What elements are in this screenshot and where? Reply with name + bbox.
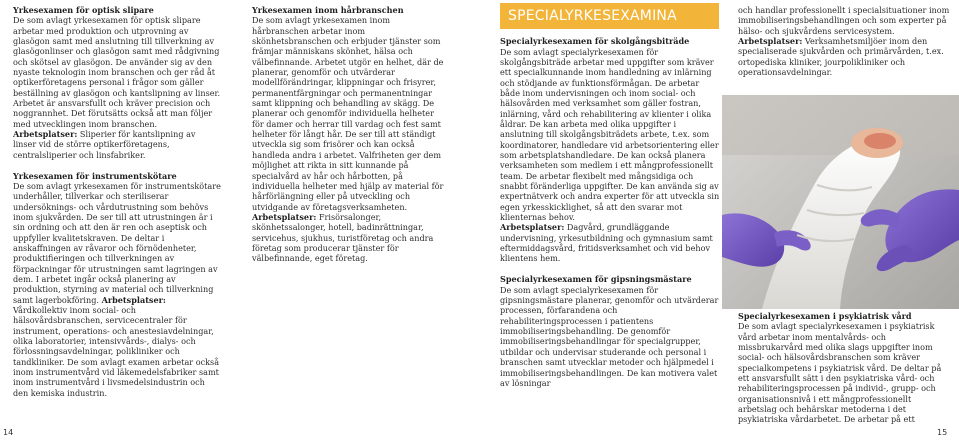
heading-instrumentskotare: Yrkesexamen för instrumentskötare: [13, 170, 177, 181]
places-text: Dagvård, grundläggande undervisning, yrkesutbildning och gymnasium samt eftermiddagsvård, fritidsverksamhet och vid behov klientens hem.: [500, 222, 713, 264]
heading-optisk-slipare: Yrkesexamen för optisk slipare: [13, 5, 154, 15]
cast-application-photo: [722, 95, 959, 309]
section-banner: SPECIALYRKESEXAMINA: [500, 3, 719, 29]
body-text: och handlar professionellt i specialsituationer inom immobiliseringsbehandlingen och som experter på hälso- och sjukvårdens servicesystem.: [738, 5, 950, 36]
places-text: Sliperier för kantslipning av linser vid de större optikerföretagens, centralsliperier och linsfabriker.: [13, 129, 196, 160]
places-text: Frisörsalonger, skönhetssalonger, hotell, badinrättningar, servicehus, sjukhus, turistföretag och andra företag som producerar tjänster för välbefinnande, eget företag.: [252, 211, 434, 264]
body-text: De som avlagt specialyrkesexamen för skolgångsbiträde arbetar med uppgifter som kräver ett specialkunnande inom handledning av inlärning och stödjande av funktionsförmågan. De arbetar både inom undervisningen och inom social- och hälsovården med verksamhet som gäller fostran, inlärning, vård och rehabilitering av klienter i olika åldrar. De kan arbeta med olika uppgifter i anslutning till skolgångsbiträdets arbete, t.ex. som koordinatorer, handledare vid arbetsorientering eller som arbetsplatshandledare. De kan också planera verksamheten som medlem i ett mångprofessionellt team. De arbetar flexibelt med mångsidiga och snabbt föränderliga uppgifter. De kan använda sig av expertnätverk och andra experter för att utveckla sin egen yrkesskicklighet, så att den svarar mot klienternas behov.: [500, 46, 720, 223]
heading-skolgangsbitrade: Specialyrkesexamen för skolgångsbiträde: [500, 36, 690, 46]
body-gipsningsmastare: [500, 285, 720, 388]
places-harbranschen: [252, 212, 446, 264]
body-text: De som avlagt yrkesexamen inom hårbranschen arbetar inom skönhetsbranschen och erbjuder tjänster som främjar människans skönhet, hälsa och välbefinnande. Arbetet utgör en helhet, där de planerar, genomför och utvärderar modellförändringar, klippningar och frisyrer, permanentfärgningar och permanentningar samt klippning och behandling av skägg. De planerar och genomför individuella helheter för damer och herrar till vardag och fest samt helheter för långt hår. De ser till att ständigt utveckla sig som frisörer och kan också handleda andra i arbetet. Valfriheten ger dem möjlighet att rikta in sitt kunnande på specialvård av hår och hårbotten, på individuella helheter med hjälp av material för hårförlängning eller på utveckling och utvidgande av företagsverksamheten.: [252, 15, 444, 212]
body-text: De som avlagt yrkesexamen för optisk slipare arbetar med produktion och utprovning av glasögon samt med anslutning till tillverkning av glasögonlinser och glasögon samt med rådgivning och skötsel av glasögon. De använder sig av den nyaste teknologin inom branschen och ger råd åt optikerföretagens personal i frågor som gäller beställning av glasögon och kantslipning av linser. Arbetet är ansvarsfullt och kräver precision och noggrannhet. Det förutsätts också att man följer med utvecklingen inom branschen.: [13, 15, 221, 129]
heading-psykiatrisk-vard: Specialyrkesexamen i psykiatrisk vård: [738, 311, 912, 321]
body-optisk-slipare: [13, 15, 221, 160]
photo-illustration-icon: [722, 95, 959, 309]
places-label: Arbetsplatser:: [500, 222, 565, 233]
page-number-left: 14: [3, 428, 14, 437]
body-text: De som avlagt yrkesexamen för instrumentskötare underhåller, tillverkar och steriliserar undersöknings- och vårdutrustning som behövs inom sjukvården. De ser till att utrustningen är i sin ordning och att den är ren och aseptisk och uppfyller kvalitetskraven. De deltar i anskaffningen av råvaror och förnödenheter, produktifieringen och tillverkningen av förpackningar för utrustningen samt lagringen av dem. I arbetet ingår också planering av produktion, styrning av material och tillverkning samt lagerbokföring.: [13, 180, 221, 305]
places-skolgangsbitrade: [500, 222, 720, 263]
column-4-bottom: [738, 311, 952, 425]
body-psykiatrisk-vard: [738, 321, 952, 424]
column-1: [13, 5, 221, 398]
body-gipsningsmastare-cont: [738, 5, 952, 36]
places-label: Arbetsplatser:: [252, 211, 317, 222]
heading-gipsningsmastare: Specialyrkesexamen för gipsningsmästare: [500, 274, 692, 285]
heading-harbranschen: Yrkesexamen inom hårbranschen: [252, 5, 404, 15]
places-gipsningsmastare: [738, 36, 952, 77]
body-skolgangsbitrade: [500, 47, 720, 223]
page-number-right: 15: [937, 428, 948, 437]
places-text: Vårdkollektiv inom social- och hälsovårdsbranschen, servicecentraler för instrument, operations- och anestesiavdelningar, olika laboratorier, intensivvårds-, dialys- och förlossningsavdelningar, polikliniker och tandkliniker. De som avlagt examen arbetar också inom instrumentvård vid läkemedelsfabriker samt inom instrumentvård i livsmedelsindustrin och den kemiska industrin.: [13, 304, 220, 398]
body-harbranschen: [252, 15, 446, 212]
places-label: Arbetsplatser:: [101, 294, 166, 305]
body-instrumentskotare: [13, 181, 221, 398]
places-text: Verksamhetsmiljöer inom den specialiserade sjukvården och primärvården, t.ex. ortopediska kliniker, jourpolikliniker och operationsavdelningar.: [738, 36, 944, 78]
places-label: Arbetsplatser:: [13, 129, 78, 140]
places-label: Arbetsplatser:: [738, 36, 803, 47]
body-text: De som avlagt specialyrkesexamen i psykiatrisk vård arbetar inom mentalvårds- och missbrukarvård med olika slags uppgifter inom social- och hälsovårdsbranschen som kräver specialkompetens i psykiatrisk vård. De deltar på ett ansvarsfullt sätt i den psykiatriska vård- och rehabiliteringsprocessen på individ-, grupp- och organisationsnivå i ett mångprofessionellt arbetslag och behärskar metoderna i det psykiatriska vårdarbetet. De arbetar på ett: [738, 321, 942, 425]
body-text: De som avlagt specialyrkesexamen för gipsningsmästare planerar, genomför och utvärderar processen, förfarandena och rehabiliteringsprocessen i patientens immobiliseringsbehandling. De genomför immobiliseringsbehandlingar för specialgrupper, utbildar och undervisar studerande och personal i branschen samt utvecklar metoder och hjälpmedel i immobiliseringsbehandlingen. De kan motivera valet av lösningar: [500, 284, 719, 388]
column-2: [252, 5, 446, 264]
column-4-top: [738, 5, 952, 77]
column-3: [500, 36, 720, 388]
